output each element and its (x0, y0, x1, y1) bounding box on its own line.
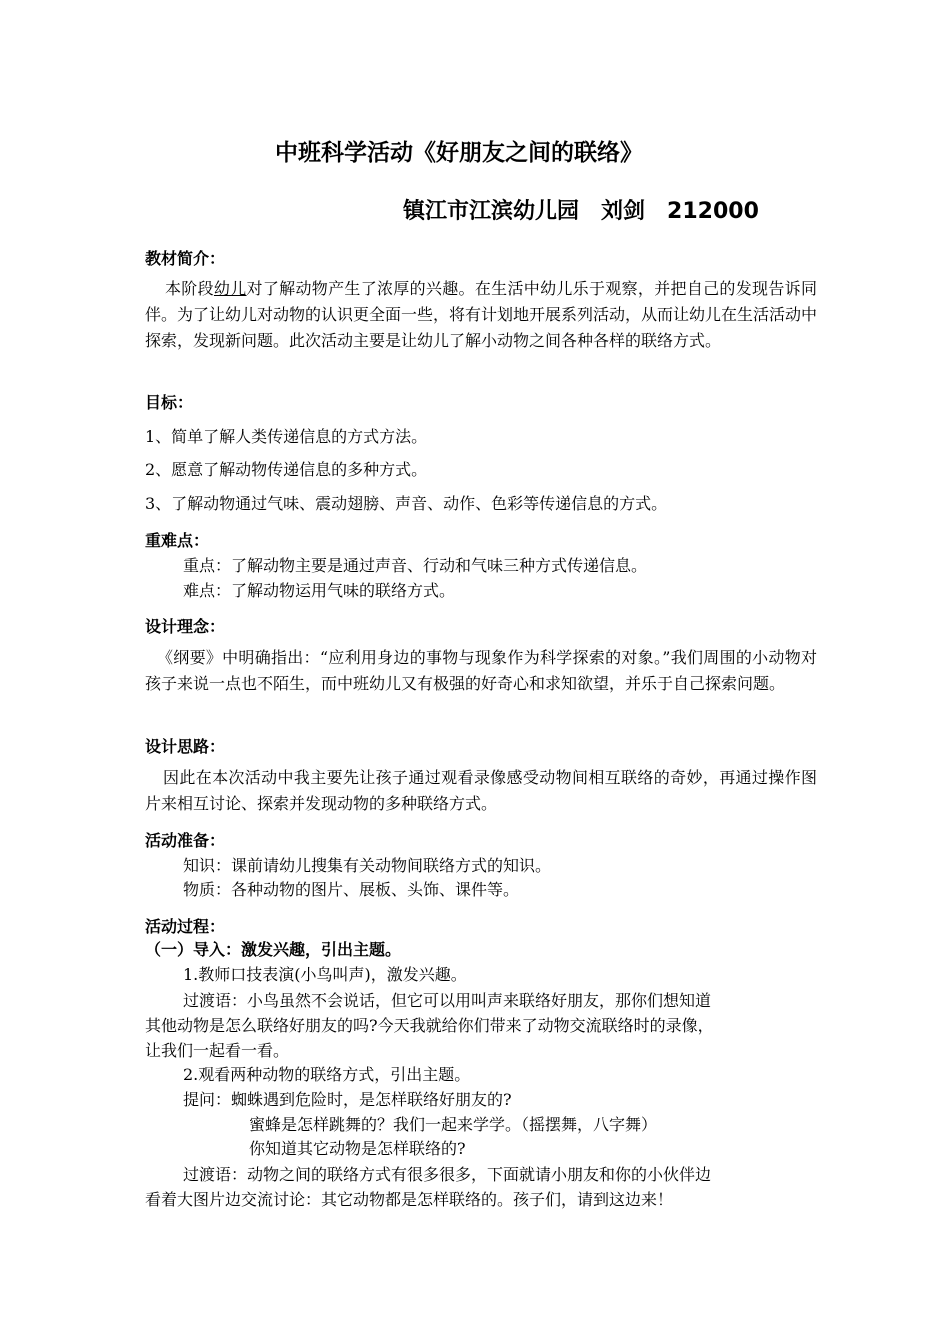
process-step-1: 1.教师口技表演(小鸟叫声)，激发兴趣。 (183, 965, 467, 984)
document-title: 中班科学活动《好朋友之间的联络》 (275, 140, 643, 166)
question-1: 提问：蜘蛛遇到危险时，是怎样联络好朋友的? (183, 1090, 512, 1109)
transition-1-line-2: 其他动物是怎么联络好朋友的吗?今天我就给你们带来了动物交流联络时的录像， (145, 1016, 714, 1035)
prep-knowledge: 知识：课前请幼儿搜集有关动物间联络方式的知识。 (183, 856, 552, 875)
intro-heading: 教材简介： (145, 249, 226, 268)
intro-text: 对了解动物产生了浓厚的兴趣。在生活中幼儿乐于观察，并把自己的发现告诉同伴。为了让幼儿对动物的认识更全面一些，将有计划地开展系列活动，从而让幼儿在生活活动中探索，发现新问题。此次活动主要是让幼儿了解小动物之间各种各样的联络方式。 (145, 279, 818, 350)
intro-paragraph (145, 276, 817, 354)
process-step-2: 2.观看两种动物的联络方式，引出主题。 (183, 1065, 471, 1084)
transition-1-line-1: 过渡语：小鸟虽然不会说话，但它可以用叫声来联络好朋友，那你们想知道 (183, 991, 712, 1010)
key-point: 重点：了解动物主要是通过声音、行动和气味三种方式传递信息。 (183, 556, 648, 575)
process-section-1: （一）导入：激发兴趣，引出主题。 (145, 940, 402, 959)
concept-paragraph: 《纲要》中明确指出：“应利用身边的事物与现象作为科学探索的对象。”我们周围的小动物对孩子来说一点也不陌生，而中班幼儿又有极强的好奇心和求知欲望，并乐于自己探索问题。 (145, 648, 817, 693)
difficult-point: 难点：了解动物运用气味的联络方式。 (183, 581, 456, 600)
intro-underlined: 幼儿 (213, 279, 247, 298)
concept-heading: 设计理念： (145, 617, 226, 636)
school-name: 镇江市江滨幼儿园 (403, 199, 580, 224)
prep-heading: 活动准备： (145, 831, 226, 850)
intro-lead: 本阶段 (165, 279, 214, 298)
goals-heading: 目标： (145, 393, 194, 412)
author-line (403, 194, 759, 225)
transition-1-line-3: 让我们一起看一看。 (145, 1041, 290, 1060)
goal-item: 2、愿意了解动物传递信息的多种方式。 (145, 460, 428, 479)
goal-item: 3、了解动物通过气味、震动翅膀、声音、动作、色彩等传递信息的方式。 (145, 494, 668, 513)
keypoints-heading: 重难点： (145, 531, 210, 550)
postcode: 212000 (667, 199, 759, 224)
approach-paragraph: 因此在本次活动中我主要先让孩子通过观看录像感受动物间相互联络的奇妙，再通过操作图片来相互讨论、探索并发现动物的多种联络方式。 (145, 768, 817, 813)
question-2: 蜜蜂是怎样跳舞的？我们一起来学学。（摇摆舞，八字舞） (249, 1115, 658, 1134)
goal-item: 1、简单了解人类传递信息的方式方法。 (145, 427, 428, 446)
transition-2-line-1: 过渡语：动物之间的联络方式有很多很多，下面就请小朋友和你的小伙伴边 (183, 1165, 712, 1184)
author-name: 刘剑 (601, 199, 646, 224)
transition-2-line-2: 看着大图片边交流讨论：其它动物都是怎样联络的。孩子们，请到这边来！ (145, 1190, 674, 1209)
approach-heading: 设计思路： (145, 737, 226, 756)
prep-material: 物质：各种动物的图片、展板、头饰、课件等。 (183, 880, 520, 899)
process-heading: 活动过程： (145, 917, 226, 936)
question-3: 你知道其它动物是怎样联络的? (249, 1139, 466, 1158)
